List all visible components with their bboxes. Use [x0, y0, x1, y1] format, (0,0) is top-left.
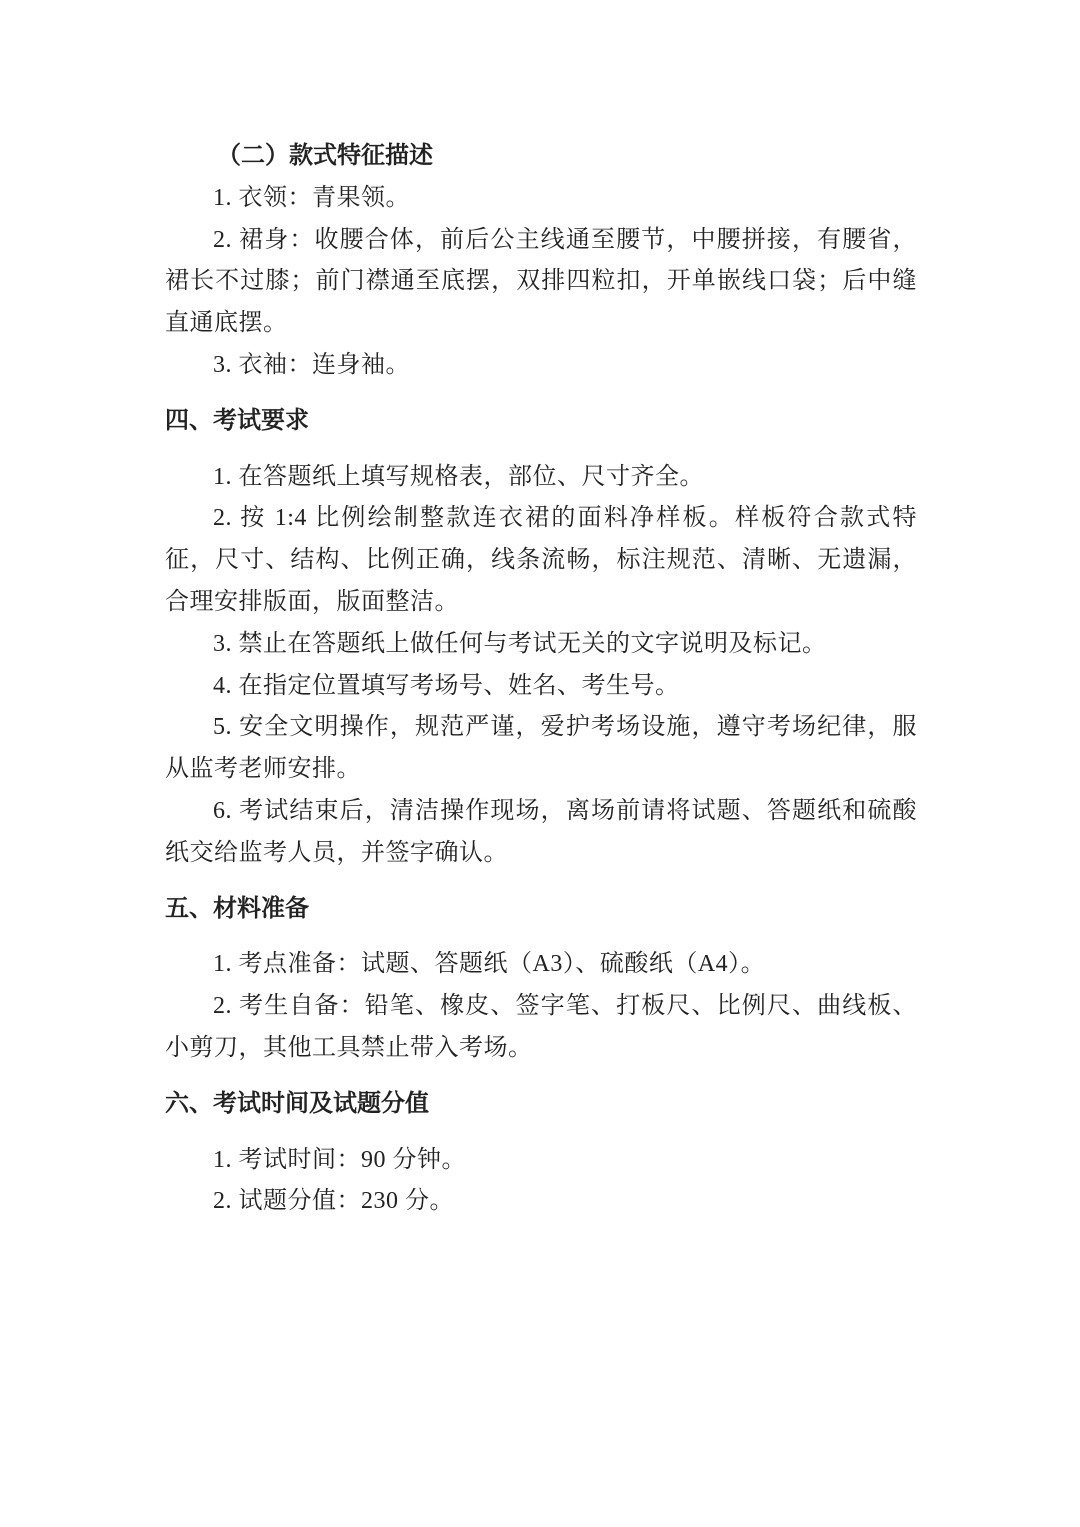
time-heading: 六、考试时间及试题分值 — [165, 1090, 429, 1117]
requirement-item: 5. 安全文明操作，规范严谨，爱护考场设施，遵守考场纪律，服从监考老师安排。 — [165, 714, 917, 783]
requirement-item: 6. 考试结束后，清洁操作现场，离场前请将试题、答题纸和硫酸纸交给监考人员，并签字确认。 — [165, 797, 917, 866]
style-item: 2. 裙身：收腰合体，前后公主线通至腰节，中腰拼接，有腰省，裙长不过膝；前门襟通至底摆，双排四粒扣，开单嵌线口袋；后中缝直通底摆。 — [165, 226, 917, 337]
document-page — [165, 136, 917, 1223]
requirements-heading: 四、考试要求 — [165, 407, 309, 434]
material-item: 2. 考生自备：铅笔、橡皮、签字笔、打板尺、比例尺、曲线板、小剪刀，其他工具禁止带入考场。 — [165, 993, 917, 1061]
time-item: 2. 试题分值：230 分。 — [213, 1188, 454, 1215]
requirement-item: 3. 禁止在答题纸上做任何与考试无关的文字说明及标记。 — [213, 630, 827, 657]
requirement-item: 2. 按 1:4 比例绘制整款连衣裙的面料净样板。样板符合款式特征，尺寸、结构、比例正确，线条流畅，标注规范、清晰、无遗漏，合理安排版面，版面整洁。 — [165, 505, 917, 615]
style-heading: （二）款式特征描述 — [217, 143, 433, 169]
materials-heading: 五、材料准备 — [165, 895, 309, 922]
requirement-item: 4. 在指定位置填写考场号、姓名、考生号。 — [213, 672, 680, 699]
style-item: 3. 衣袖：连身袖。 — [213, 351, 410, 378]
requirement-item: 1. 在答题纸上填写规格表，部位、尺寸齐全。 — [213, 463, 704, 490]
material-item: 1. 考点准备：试题、答题纸（A3）、硫酸纸（A4）。 — [213, 951, 766, 978]
style-item: 1. 衣领：青果领。 — [213, 184, 410, 211]
time-item: 1. 考试时间：90 分钟。 — [213, 1146, 466, 1173]
